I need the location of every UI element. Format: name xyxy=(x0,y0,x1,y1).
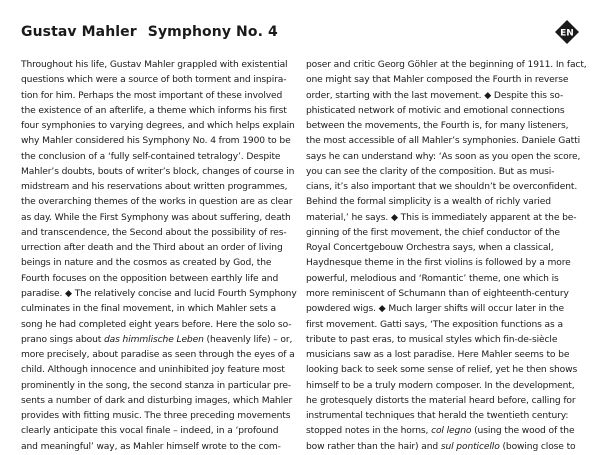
text-run: more reminiscent of Schumann than of eighteenth-century xyxy=(306,288,569,299)
text-line xyxy=(21,165,295,180)
text-run: clearly anticipate this vocal finale – indeed, in a ‘profound xyxy=(21,426,279,437)
text-run: tion for him. Perhaps the most important of these involved xyxy=(21,90,283,101)
text-line xyxy=(306,211,577,226)
text-line xyxy=(21,272,289,287)
text-run: (heavenly life) – or, xyxy=(203,334,293,345)
text-line xyxy=(306,379,574,394)
text-run: powdered wigs. ◆ Much larger shifts will occur later in the xyxy=(306,304,564,315)
text-line xyxy=(21,409,289,424)
text-run: Throughout his life, Gustav Mahler grappled with existential xyxy=(21,60,288,70)
composer-name: Gustav Mahler xyxy=(21,24,137,40)
text-run: prano sings about xyxy=(21,334,104,345)
page-title xyxy=(21,24,278,40)
text-run: the most accessible of all Mahler’s symphonies. Daniele Gatti xyxy=(306,136,580,147)
text-line xyxy=(306,409,574,424)
text-line xyxy=(21,119,295,134)
text-line xyxy=(306,318,574,333)
text-run: order, starting with the last movement. ◆ Despite this so- xyxy=(306,90,564,101)
text-line xyxy=(306,424,574,439)
text-run: prominently in the song, the second stanza in particular pre- xyxy=(21,380,292,391)
text-run: says he can understand why: ‘As soon as you open the score, xyxy=(306,151,581,162)
italic-term: das himmlische Leben xyxy=(104,334,204,345)
text-run: Fourth focuses on the opposition between earthly life and xyxy=(21,273,279,284)
text-run: provides with fitting music. The three preceding movements xyxy=(21,411,291,422)
text-run: paradise. ◆ The relatively concise and lucid Fourth Symphony xyxy=(21,288,297,299)
text-run: between the movements, the Fourth is, for many listeners, xyxy=(306,121,569,132)
text-run: stopped notes in the horns, xyxy=(306,426,432,437)
text-line xyxy=(21,256,289,271)
text-run: you can see the clarity of the composition. But as musi- xyxy=(306,166,555,177)
text-run: questions which were a source of both torment and inspira- xyxy=(21,75,287,86)
text-line xyxy=(306,226,574,241)
italic-term: sul ponticello xyxy=(440,441,500,452)
text-line xyxy=(21,195,293,210)
text-line xyxy=(21,104,289,119)
text-line xyxy=(306,165,574,180)
text-run: more precisely, about paradise as seen through the eyes of a xyxy=(21,350,295,361)
text-run: beings in nature and the cosmos as created by God, the xyxy=(21,258,272,269)
text-run: first movement. Gatti says, ‘The exposition functions as a xyxy=(306,319,563,330)
text-run: and transcendence, the Second about the possibility of res- xyxy=(21,227,287,238)
text-line xyxy=(21,241,289,256)
text-column-left xyxy=(21,58,297,455)
text-run: bow rather than the hair) and xyxy=(306,441,441,452)
language-badge-label: EN xyxy=(560,28,574,39)
text-run: (using the wood of the xyxy=(471,426,575,437)
text-line xyxy=(21,73,289,88)
text-line xyxy=(21,440,289,455)
text-run: urrection after death and the Third about an order of living xyxy=(21,243,283,254)
text-run: four symphonies to varying degrees, and which helps explain xyxy=(21,121,295,132)
text-run: cians, it’s also important that we shouldn’t be overconfident. xyxy=(306,182,578,193)
text-line xyxy=(306,89,574,104)
text-line xyxy=(306,256,574,271)
text-run: one might say that Mahler composed the Fourth in reverse xyxy=(306,75,569,86)
text-run: sents a number of dark and disturbing images, which Mahler xyxy=(21,395,293,406)
text-line xyxy=(21,348,295,363)
text-run: Behind the formal simplicity is a wealth of richly varied xyxy=(306,197,551,208)
text-run: the conclusion of a ‘fully self-contained tetralogy’. Despite xyxy=(21,151,281,162)
text-line xyxy=(306,119,574,134)
text-line xyxy=(21,424,289,439)
text-line xyxy=(306,348,574,363)
text-line xyxy=(21,287,297,302)
text-run: tribute to past eras, to musical styles which fin-de-siècle xyxy=(306,334,558,345)
text-line xyxy=(306,394,574,409)
text-line xyxy=(306,440,574,455)
text-run: ginning of the first movement, the chief conductor of the xyxy=(306,227,560,238)
text-run: (bowing close to xyxy=(499,441,576,452)
text-run: Royal Concertgebouw Orchestra says, when a classical, xyxy=(306,243,554,254)
text-run: instrumental techniques that herald the twentieth century: xyxy=(306,411,569,422)
italic-term: col legno xyxy=(431,426,472,437)
text-line xyxy=(306,180,578,195)
text-line xyxy=(306,241,574,256)
text-run: midstream and his reservations about written programmes, xyxy=(21,182,288,193)
text-column-right xyxy=(306,58,587,455)
text-run: material,’ he says. ◆ This is immediately apparent at the be- xyxy=(306,212,577,223)
text-line xyxy=(21,379,292,394)
text-line xyxy=(306,134,580,149)
work-title: Symphony No. 4 xyxy=(147,24,278,40)
text-run: Haydnesque theme in the first violins is followed by a more xyxy=(306,258,571,269)
text-run: looking back to seek some sense of relief, yet he then shows xyxy=(306,365,578,376)
language-badge xyxy=(555,20,579,44)
text-line xyxy=(306,104,574,119)
text-line xyxy=(306,333,574,348)
text-line xyxy=(21,180,289,195)
text-run: himself to be a truly modern composer. In the development, xyxy=(306,380,575,391)
text-line xyxy=(306,287,574,302)
text-line xyxy=(306,58,587,73)
text-run: culminates in the final movement, in which Mahler sets a xyxy=(21,304,277,315)
text-line xyxy=(306,302,574,317)
text-run: he grotesquely distorts the material heard before, calling for xyxy=(306,395,576,406)
language-badge-icon xyxy=(555,20,579,44)
text-run: child. Although innocence and uninhibited joy feature most xyxy=(21,365,285,376)
text-line xyxy=(306,195,574,210)
text-line xyxy=(21,150,289,165)
text-line xyxy=(306,150,581,165)
text-line xyxy=(21,318,292,333)
text-line xyxy=(21,211,289,226)
text-line xyxy=(21,363,289,378)
text-run: and meaningful’ way, as Mahler himself wrote to the com- xyxy=(21,441,281,452)
text-run: the overarching themes of the works in question are as clear xyxy=(21,197,293,208)
text-run: Mahler’s doubts, bouts of writer’s block, changes of course in xyxy=(21,166,295,177)
text-run: the existence of an afterlife, a theme which informs his first xyxy=(21,105,287,116)
text-line xyxy=(21,58,289,73)
text-run: poser and critic Georg Göhler at the beginning of 1911. In fact, xyxy=(306,60,587,70)
text-run: as day. While the First Symphony was about suffering, death xyxy=(21,212,291,223)
text-run: powerful, melodious and ‘Romantic’ theme, one which is xyxy=(306,273,559,284)
text-run: musicians saw as a lost paradise. Here Mahler seems to be xyxy=(306,350,570,361)
text-line xyxy=(306,73,574,88)
text-line xyxy=(306,272,574,287)
text-line xyxy=(21,394,293,409)
text-line xyxy=(21,134,289,149)
text-run: why Mahler considered his Symphony No. 4 from 1900 to be xyxy=(21,136,291,147)
text-run: phisticated network of motivic and emotional connections xyxy=(306,105,565,116)
text-line xyxy=(306,363,578,378)
text-line xyxy=(21,226,289,241)
text-line xyxy=(21,89,289,104)
text-line xyxy=(21,333,293,348)
text-line xyxy=(21,302,289,317)
text-run: song he had completed eight years before. Here the solo so- xyxy=(21,319,292,330)
